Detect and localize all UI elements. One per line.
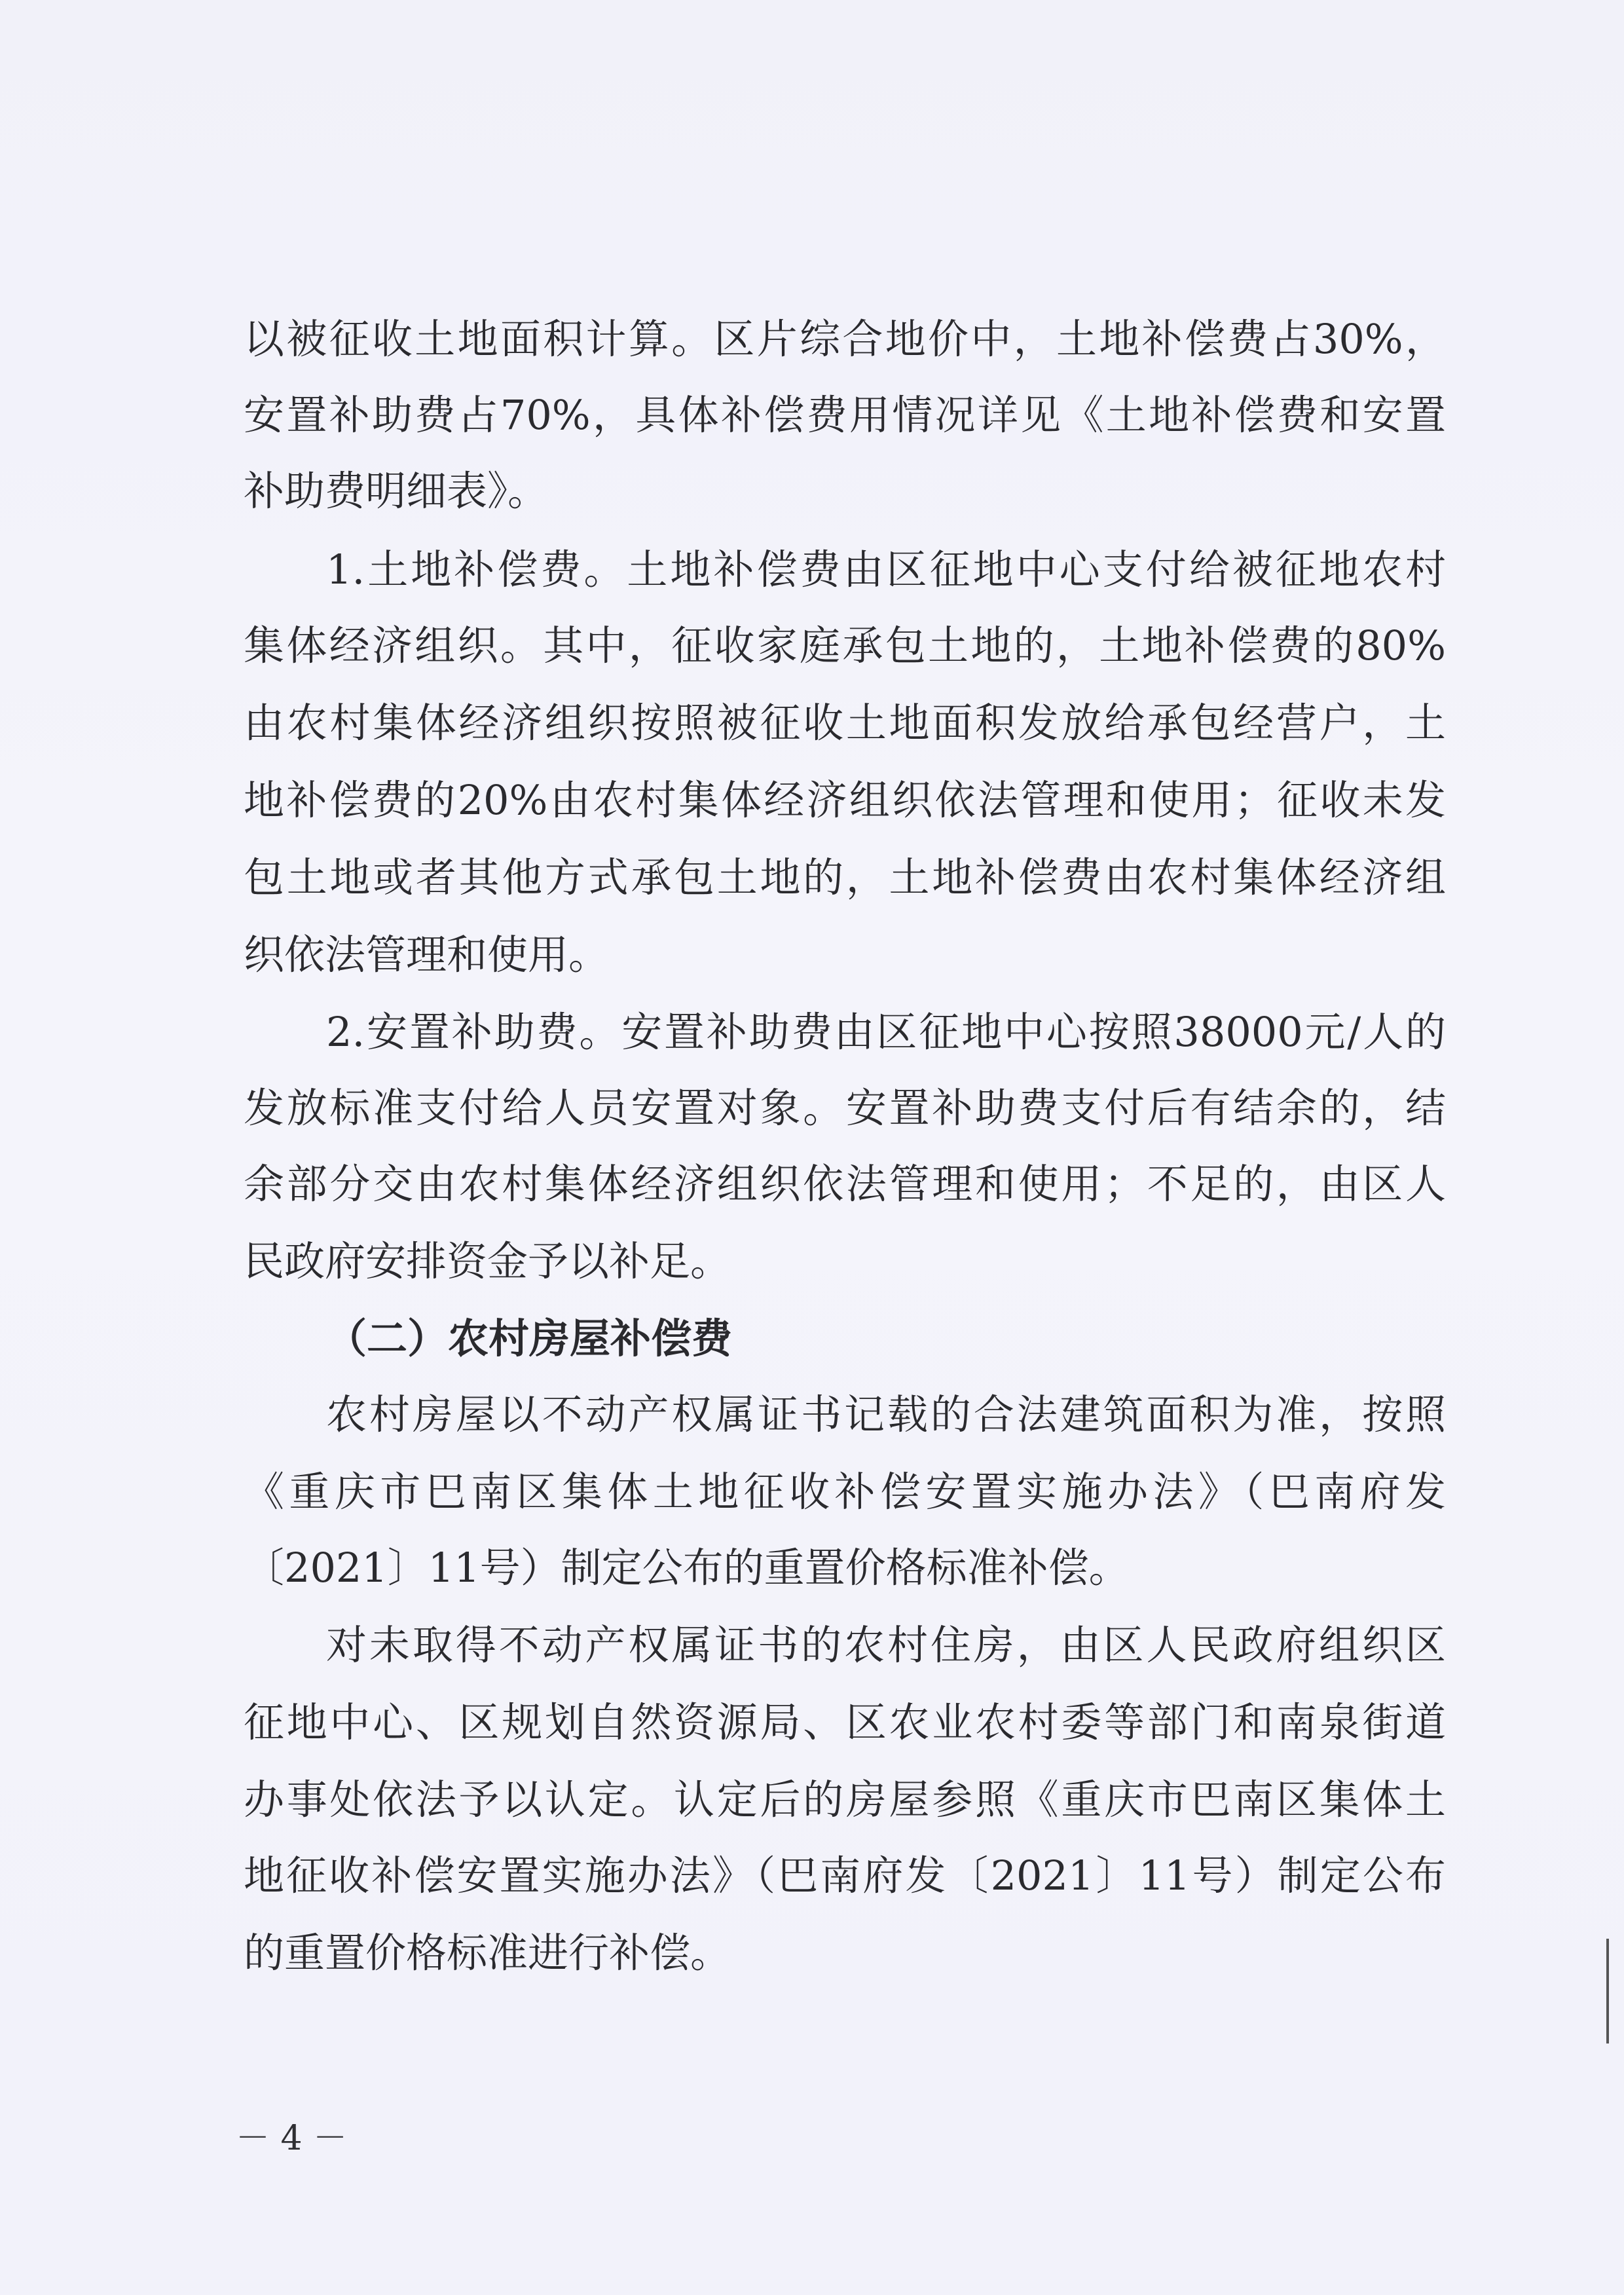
body-text-line: 的重置价格标准进行补偿。 bbox=[244, 1929, 731, 1977]
body-text-line: 征地中心、区规划自然资源局、区农业农村委等部门和南泉街道 bbox=[244, 1698, 1446, 1746]
body-text-line: 发放标准支付给人员安置对象。安置补助费支付后有结余的，结 bbox=[244, 1084, 1446, 1132]
body-text-line: 由农村集体经济组织按照被征收土地面积发放给承包经营户，土 bbox=[244, 699, 1446, 747]
scan-edge-mark bbox=[1606, 1939, 1609, 2043]
section-heading: （二）农村房屋补偿费 bbox=[326, 1315, 733, 1362]
body-text-line: 安置补助费占70%，具体补偿费用情况详见《土地补偿费和安置 bbox=[244, 391, 1446, 439]
body-text-line: 2.安置补助费。安置补助费由区征地中心按照38000元/人的 bbox=[326, 1008, 1446, 1056]
body-text-line: 集体经济组织。其中，征收家庭承包土地的，土地补偿费的80% bbox=[244, 622, 1446, 669]
body-text-line: 民政府安排资金予以补足。 bbox=[244, 1237, 731, 1285]
body-text-line: 办事处依法予以认定。认定后的房屋参照《重庆市巴南区集体土 bbox=[244, 1776, 1446, 1823]
body-text-line: 包土地或者其他方式承包土地的，土地补偿费由农村集体经济组 bbox=[244, 853, 1446, 901]
body-text-line: 地征收补偿安置实施办法》（巴南府发〔2021〕11号）制定公布 bbox=[244, 1852, 1446, 1899]
body-text-line: 补助费明细表》。 bbox=[244, 467, 549, 515]
body-text-line: 《重庆市巴南区集体土地征收补偿安置实施办法》（巴南府发 bbox=[244, 1468, 1446, 1516]
body-text-line: 〔2021〕11号）制定公布的重置价格标准补偿。 bbox=[244, 1544, 1130, 1592]
body-text-line: 织依法管理和使用。 bbox=[244, 931, 610, 979]
body-text-line: 以被征收土地面积计算。区片综合地价中，土地补偿费占30%， bbox=[244, 315, 1446, 363]
page-number: － 4 － bbox=[236, 2119, 348, 2158]
body-text-line: 地补偿费的20%由农村集体经济组织依法管理和使用；征收未发 bbox=[244, 776, 1446, 824]
body-text-line: 余部分交由农村集体经济组织依法管理和使用；不足的，由区人 bbox=[244, 1160, 1446, 1208]
body-text-line: 农村房屋以不动产权属证书记载的合法建筑面积为准，按照 bbox=[326, 1390, 1446, 1438]
body-text-line: 1.土地补偿费。土地补偿费由区征地中心支付给被征地农村 bbox=[326, 546, 1446, 593]
body-text-line: 对未取得不动产权属证书的农村住房，由区人民政府组织区 bbox=[326, 1621, 1446, 1669]
